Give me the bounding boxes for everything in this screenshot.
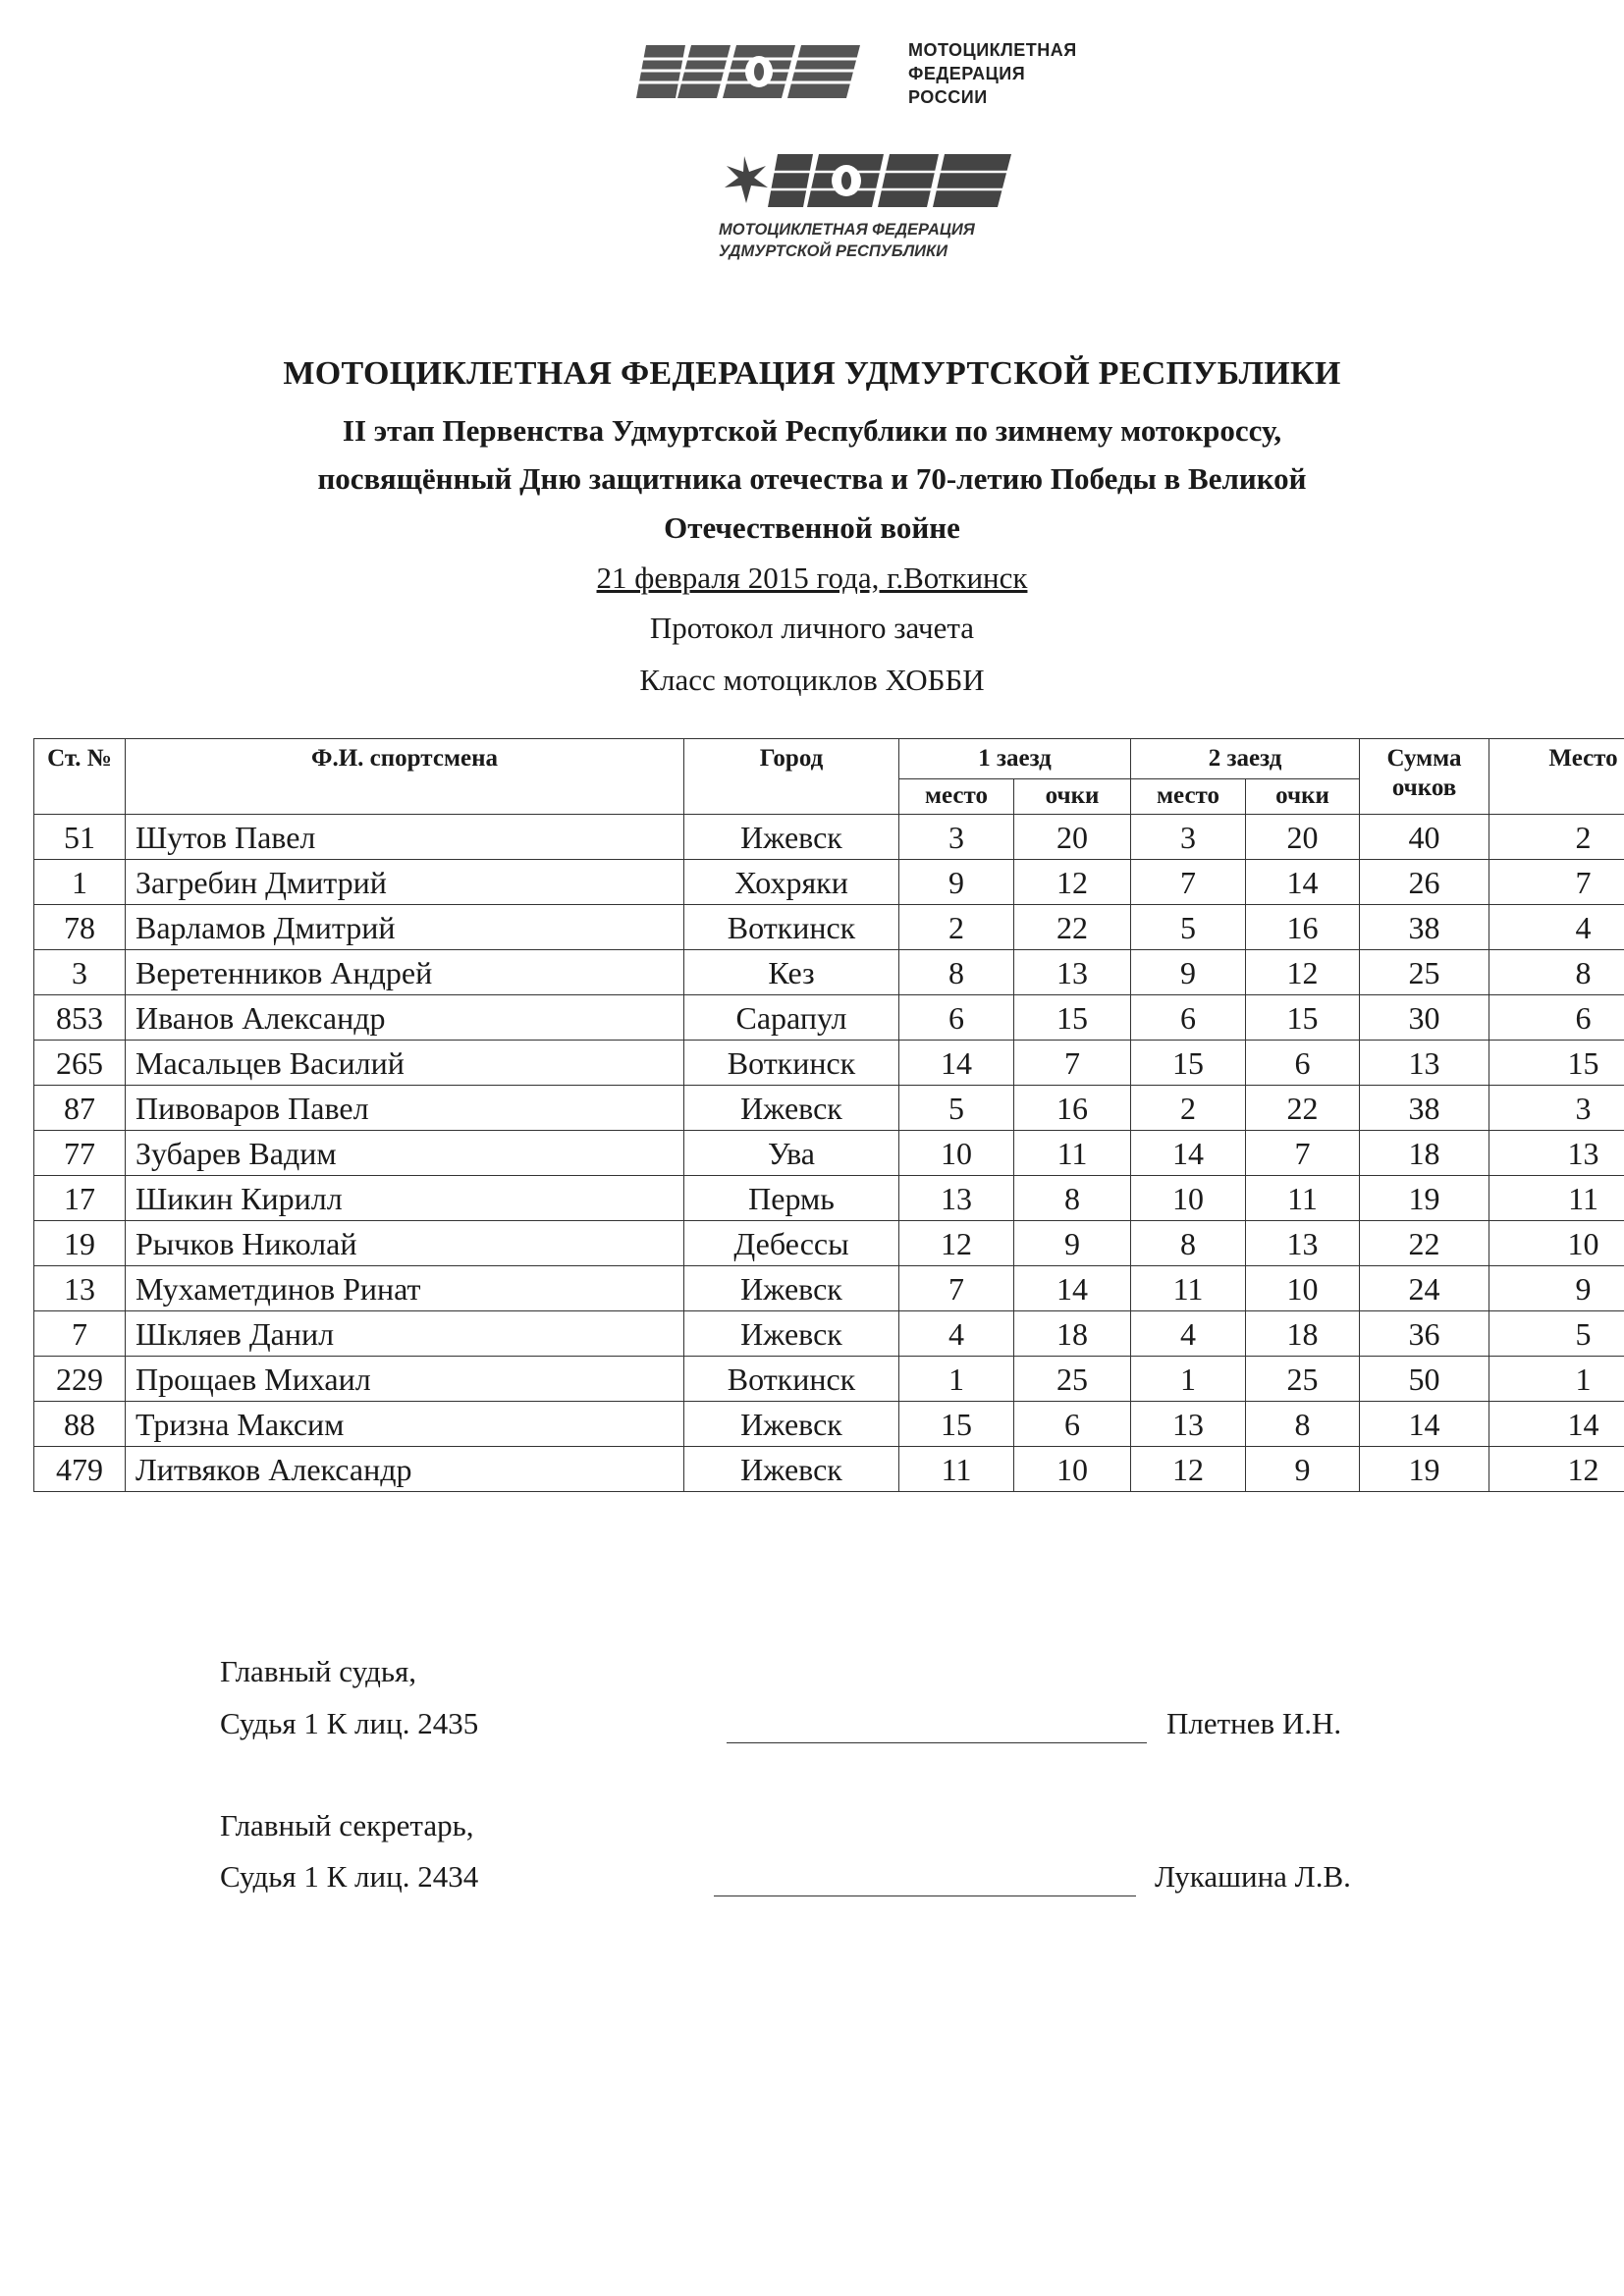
cell-city: Воткинск bbox=[684, 1357, 899, 1402]
cell-race1-points: 6 bbox=[1014, 1402, 1131, 1447]
cell-race1-points: 22 bbox=[1014, 905, 1131, 950]
cell-place: 10 bbox=[1489, 1221, 1624, 1266]
cell-race2-points: 9 bbox=[1246, 1447, 1360, 1492]
mfur-caption-line: УДМУРТСКОЙ РЕСПУБЛИКИ bbox=[719, 242, 948, 260]
cell-place: 13 bbox=[1489, 1131, 1624, 1176]
header-race2-points: очки bbox=[1246, 779, 1360, 815]
results-table bbox=[33, 738, 1624, 1492]
cell-name: Литвяков Александр bbox=[126, 1447, 684, 1492]
table-row bbox=[34, 1266, 1624, 1311]
header-race1: 1 заезд bbox=[899, 739, 1131, 779]
header-name: Ф.И. спортсмена bbox=[126, 739, 684, 815]
secretary-title: Главный секретарь, bbox=[220, 1808, 474, 1842]
cell-city: Ижевск bbox=[684, 1402, 899, 1447]
cell-name: Пивоваров Павел bbox=[126, 1086, 684, 1131]
cell-city: Ува bbox=[684, 1131, 899, 1176]
cell-race1-points: 20 bbox=[1014, 815, 1131, 860]
cell-race1-place: 15 bbox=[899, 1402, 1014, 1447]
cell-race1-points: 11 bbox=[1014, 1131, 1131, 1176]
mfur-caption-line: МОТОЦИКЛЕТНАЯ ФЕДЕРАЦИЯ bbox=[719, 221, 975, 239]
header-race1-place: место bbox=[899, 779, 1014, 815]
cell-race2-place: 8 bbox=[1131, 1221, 1246, 1266]
cell-name: Иванов Александр bbox=[126, 995, 684, 1041]
mfur-logo bbox=[717, 142, 1031, 270]
cell-total: 36 bbox=[1360, 1311, 1489, 1357]
secretary-license: Судья 1 К лиц. 2434 bbox=[220, 1859, 479, 1894]
cell-name: Рычков Николай bbox=[126, 1221, 684, 1266]
table-row bbox=[34, 950, 1624, 995]
table-row bbox=[34, 1311, 1624, 1357]
cell-race1-place: 13 bbox=[899, 1176, 1014, 1221]
cell-race1-points: 14 bbox=[1014, 1266, 1131, 1311]
cell-start-no: 7 bbox=[34, 1311, 126, 1357]
cell-total: 40 bbox=[1360, 815, 1489, 860]
cell-race2-place: 15 bbox=[1131, 1041, 1246, 1086]
table-row bbox=[34, 1176, 1624, 1221]
cell-race2-place: 2 bbox=[1131, 1086, 1246, 1131]
cell-city: Кез bbox=[684, 950, 899, 995]
cell-city: Воткинск bbox=[684, 1041, 899, 1086]
cell-name: Шикин Кирилл bbox=[126, 1176, 684, 1221]
cell-race2-points: 25 bbox=[1246, 1357, 1360, 1402]
cell-start-no: 19 bbox=[34, 1221, 126, 1266]
table-row bbox=[34, 905, 1624, 950]
header-race2-place: место bbox=[1131, 779, 1246, 815]
cell-race1-place: 2 bbox=[899, 905, 1014, 950]
cell-race2-place: 4 bbox=[1131, 1311, 1246, 1357]
cell-place: 14 bbox=[1489, 1402, 1624, 1447]
mfr-caption-line: РОССИИ bbox=[908, 87, 988, 107]
cell-race1-place: 9 bbox=[899, 860, 1014, 905]
event-title-line1: II этап Первенства Удмуртской Республики по зимнему мотокроссу, bbox=[342, 413, 1282, 448]
cell-race2-points: 16 bbox=[1246, 905, 1360, 950]
cell-name: Варламов Дмитрий bbox=[126, 905, 684, 950]
judge-license: Судья 1 К лиц. 2435 bbox=[220, 1706, 479, 1740]
cell-race2-points: 11 bbox=[1246, 1176, 1360, 1221]
cell-city: Ижевск bbox=[684, 1086, 899, 1131]
cell-start-no: 1 bbox=[34, 860, 126, 905]
cell-race2-points: 20 bbox=[1246, 815, 1360, 860]
cell-name: Шкляев Данил bbox=[126, 1311, 684, 1357]
cell-place: 9 bbox=[1489, 1266, 1624, 1311]
secretary-name: Лукашина Л.В. bbox=[1155, 1859, 1351, 1894]
cell-start-no: 51 bbox=[34, 815, 126, 860]
cell-start-no: 77 bbox=[34, 1131, 126, 1176]
cell-race1-place: 14 bbox=[899, 1041, 1014, 1086]
table-row bbox=[34, 1221, 1624, 1266]
protocol-title: Протокол личного зачета bbox=[649, 611, 975, 645]
cell-race1-points: 15 bbox=[1014, 995, 1131, 1041]
cell-start-no: 3 bbox=[34, 950, 126, 995]
cell-place: 8 bbox=[1489, 950, 1624, 995]
cell-race2-points: 12 bbox=[1246, 950, 1360, 995]
table-row bbox=[34, 1447, 1624, 1492]
cell-race2-points: 6 bbox=[1246, 1041, 1360, 1086]
cell-race2-place: 12 bbox=[1131, 1447, 1246, 1492]
cell-place: 2 bbox=[1489, 815, 1624, 860]
cell-race2-points: 13 bbox=[1246, 1221, 1360, 1266]
cell-total: 19 bbox=[1360, 1176, 1489, 1221]
judge-title: Главный судья, bbox=[220, 1654, 417, 1688]
cell-race1-points: 25 bbox=[1014, 1357, 1131, 1402]
table-row bbox=[34, 1402, 1624, 1447]
cell-place: 5 bbox=[1489, 1311, 1624, 1357]
cell-race2-place: 14 bbox=[1131, 1131, 1246, 1176]
cell-race1-place: 4 bbox=[899, 1311, 1014, 1357]
cell-race2-points: 18 bbox=[1246, 1311, 1360, 1357]
mfr-logo-mark bbox=[628, 37, 864, 106]
cell-start-no: 88 bbox=[34, 1402, 126, 1447]
judge-signature-line bbox=[727, 1742, 1147, 1743]
cell-race1-place: 10 bbox=[899, 1131, 1014, 1176]
judge-name: Плетнев И.Н. bbox=[1166, 1706, 1342, 1740]
cell-race1-points: 16 bbox=[1014, 1086, 1131, 1131]
cell-total: 14 bbox=[1360, 1402, 1489, 1447]
cell-total: 18 bbox=[1360, 1131, 1489, 1176]
cell-race1-points: 9 bbox=[1014, 1221, 1131, 1266]
cell-race1-place: 8 bbox=[899, 950, 1014, 995]
event-title-line3: Отечественной войне bbox=[664, 510, 960, 545]
cell-race2-place: 9 bbox=[1131, 950, 1246, 995]
cell-total: 50 bbox=[1360, 1357, 1489, 1402]
header-start-no: Ст. № bbox=[34, 739, 126, 815]
cell-city: Ижевск bbox=[684, 815, 899, 860]
cell-start-no: 479 bbox=[34, 1447, 126, 1492]
cell-start-no: 87 bbox=[34, 1086, 126, 1131]
cell-race2-place: 3 bbox=[1131, 815, 1246, 860]
cell-race2-points: 10 bbox=[1246, 1266, 1360, 1311]
cell-race2-points: 22 bbox=[1246, 1086, 1360, 1131]
cell-race2-points: 8 bbox=[1246, 1402, 1360, 1447]
cell-city: Воткинск bbox=[684, 905, 899, 950]
cell-race1-place: 3 bbox=[899, 815, 1014, 860]
cell-race2-place: 11 bbox=[1131, 1266, 1246, 1311]
cell-race1-points: 18 bbox=[1014, 1311, 1131, 1357]
cell-city: Дебессы bbox=[684, 1221, 899, 1266]
date-place: 21 февраля 2015 года, г.Воткинск bbox=[596, 561, 1028, 595]
header-total: Сумма очков bbox=[1360, 739, 1489, 815]
cell-name: Мухаметдинов Ринат bbox=[126, 1266, 684, 1311]
cell-total: 30 bbox=[1360, 995, 1489, 1041]
cell-start-no: 13 bbox=[34, 1266, 126, 1311]
mfr-caption-line: МОТОЦИКЛЕТНАЯ bbox=[908, 40, 1077, 60]
cell-start-no: 853 bbox=[34, 995, 126, 1041]
cell-race2-place: 10 bbox=[1131, 1176, 1246, 1221]
cell-race1-points: 12 bbox=[1014, 860, 1131, 905]
cell-place: 6 bbox=[1489, 995, 1624, 1041]
cell-start-no: 229 bbox=[34, 1357, 126, 1402]
cell-race2-place: 5 bbox=[1131, 905, 1246, 950]
cell-race1-points: 10 bbox=[1014, 1447, 1131, 1492]
cell-total: 38 bbox=[1360, 905, 1489, 950]
header-place: Место bbox=[1489, 739, 1624, 815]
cell-race1-place: 1 bbox=[899, 1357, 1014, 1402]
cell-city: Ижевск bbox=[684, 1447, 899, 1492]
table-row bbox=[34, 995, 1624, 1041]
org-title: МОТОЦИКЛЕТНАЯ ФЕДЕРАЦИЯ УДМУРТСКОЙ РЕСПУБЛИКИ bbox=[283, 355, 1341, 392]
cell-place: 7 bbox=[1489, 860, 1624, 905]
cell-place: 4 bbox=[1489, 905, 1624, 950]
mfur-logo-mark bbox=[717, 142, 1021, 226]
header-race1-points: очки bbox=[1014, 779, 1131, 815]
cell-race2-place: 7 bbox=[1131, 860, 1246, 905]
cell-start-no: 17 bbox=[34, 1176, 126, 1221]
mfr-logo bbox=[628, 29, 1139, 118]
table-row bbox=[34, 815, 1624, 860]
header-city: Город bbox=[684, 739, 899, 815]
cell-race1-place: 12 bbox=[899, 1221, 1014, 1266]
cell-name: Веретенников Андрей bbox=[126, 950, 684, 995]
cell-race2-points: 15 bbox=[1246, 995, 1360, 1041]
cell-race1-place: 6 bbox=[899, 995, 1014, 1041]
header-race2: 2 заезд bbox=[1131, 739, 1360, 779]
cell-city: Ижевск bbox=[684, 1311, 899, 1357]
cell-city: Ижевск bbox=[684, 1266, 899, 1311]
mfr-caption-line: ФЕДЕРАЦИЯ bbox=[908, 64, 1026, 83]
cell-total: 25 bbox=[1360, 950, 1489, 995]
cell-name: Тризна Максим bbox=[126, 1402, 684, 1447]
cell-race2-points: 14 bbox=[1246, 860, 1360, 905]
table-row bbox=[34, 1086, 1624, 1131]
cell-name: Прощаев Михаил bbox=[126, 1357, 684, 1402]
cell-place: 15 bbox=[1489, 1041, 1624, 1086]
cell-place: 11 bbox=[1489, 1176, 1624, 1221]
cell-total: 13 bbox=[1360, 1041, 1489, 1086]
cell-race2-place: 1 bbox=[1131, 1357, 1246, 1402]
cell-total: 22 bbox=[1360, 1221, 1489, 1266]
cell-place: 12 bbox=[1489, 1447, 1624, 1492]
cell-name: Масальцев Василий bbox=[126, 1041, 684, 1086]
cell-race1-place: 7 bbox=[899, 1266, 1014, 1311]
cell-race2-points: 7 bbox=[1246, 1131, 1360, 1176]
cell-city: Сарапул bbox=[684, 995, 899, 1041]
cell-race1-points: 13 bbox=[1014, 950, 1131, 995]
cell-race2-place: 13 bbox=[1131, 1402, 1246, 1447]
cell-city: Пермь bbox=[684, 1176, 899, 1221]
cell-start-no: 78 bbox=[34, 905, 126, 950]
cell-place: 3 bbox=[1489, 1086, 1624, 1131]
cell-name: Загребин Дмитрий bbox=[126, 860, 684, 905]
cell-total: 19 bbox=[1360, 1447, 1489, 1492]
cell-city: Хохряки bbox=[684, 860, 899, 905]
table-row bbox=[34, 1357, 1624, 1402]
table-row bbox=[34, 1041, 1624, 1086]
cell-place: 1 bbox=[1489, 1357, 1624, 1402]
cell-total: 26 bbox=[1360, 860, 1489, 905]
cell-race1-place: 11 bbox=[899, 1447, 1014, 1492]
cell-race2-place: 6 bbox=[1131, 995, 1246, 1041]
cell-name: Зубарев Вадим bbox=[126, 1131, 684, 1176]
cell-name: Шутов Павел bbox=[126, 815, 684, 860]
class-title: Класс мотоциклов ХОББИ bbox=[639, 663, 985, 697]
cell-race1-points: 8 bbox=[1014, 1176, 1131, 1221]
cell-start-no: 265 bbox=[34, 1041, 126, 1086]
table-row bbox=[34, 1131, 1624, 1176]
cell-total: 38 bbox=[1360, 1086, 1489, 1131]
cell-total: 24 bbox=[1360, 1266, 1489, 1311]
cell-race1-place: 5 bbox=[899, 1086, 1014, 1131]
cell-race1-points: 7 bbox=[1014, 1041, 1131, 1086]
table-row bbox=[34, 860, 1624, 905]
event-title-line2: посвящённый Дню защитника отечества и 70-летию Победы в Великой bbox=[317, 461, 1307, 496]
results-body bbox=[34, 815, 1624, 1492]
